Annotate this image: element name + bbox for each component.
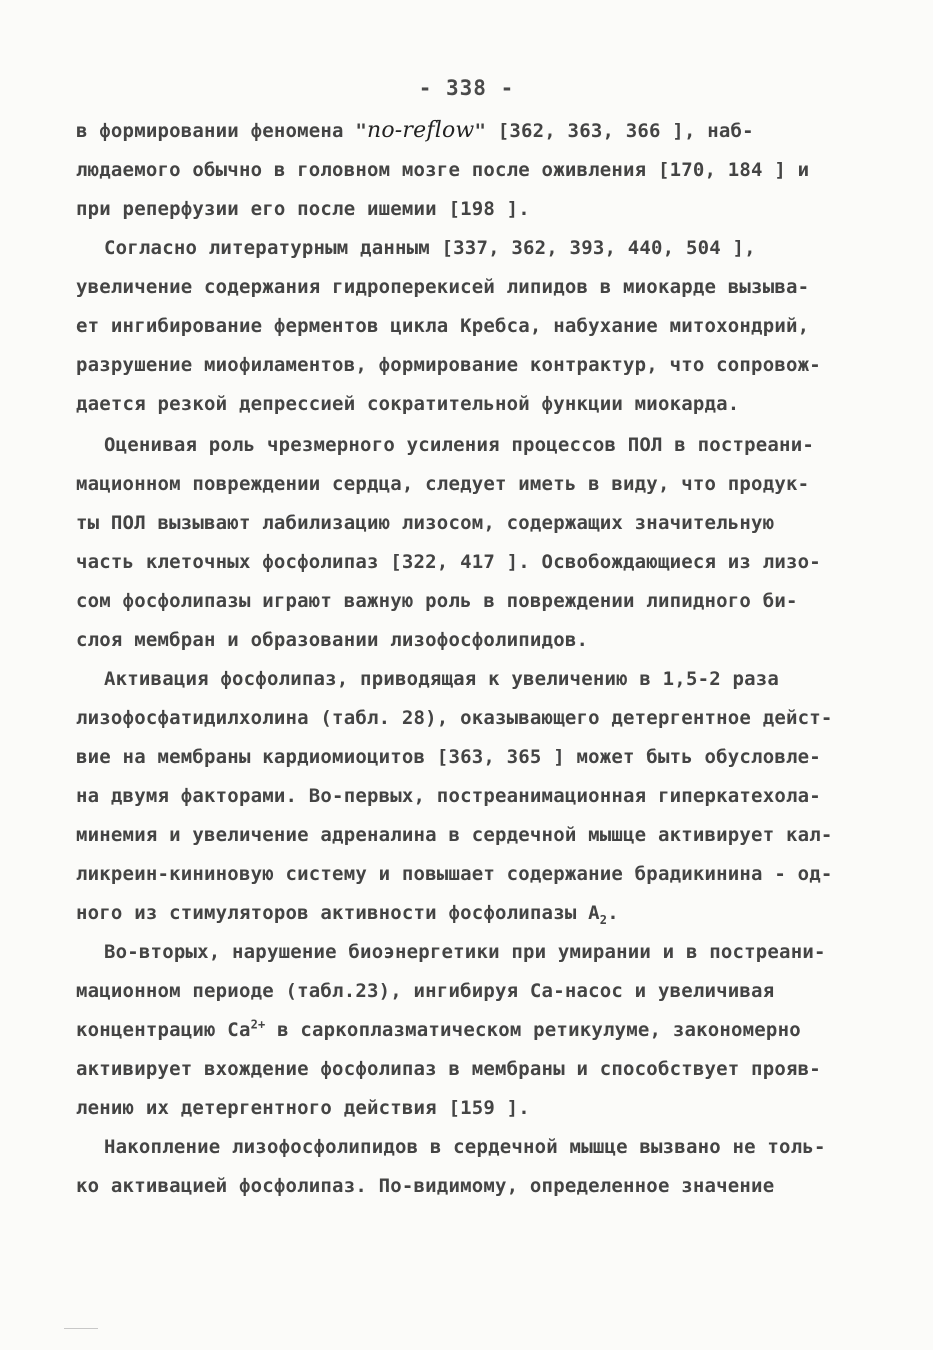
text-line: увеличение содержания гидроперекисей липидов в миокарде вызыва- <box>76 276 810 298</box>
paragraph-start: Активация фосфолипаз, приводящая к увеличению в 1,5-2 раза <box>104 668 780 690</box>
text-line: вие на мембраны кардиомиоцитов [363, 365 ] может быть обусловле- <box>76 746 821 768</box>
text-line: ного из стимуляторов активности фосфолипазы $А_2$. <box>76 902 619 927</box>
text-line: дается резкой депрессией сократительной функции миокарда. <box>76 393 740 415</box>
text-line: минемия и увеличение адреналина в сердечной мышце активирует кал- <box>76 824 833 846</box>
text-line: концентрацию $Са^{2+}$ в саркоплазматическом ретикулуме, закономерно <box>76 1017 801 1041</box>
paragraph-start: Согласно литературным данным [337, 362, 393, 440, 504 ], <box>104 237 756 259</box>
paragraph-start: Оценивая роль чрезмерного усиления процессов ПОЛ в постреани- <box>104 434 814 456</box>
text-line: ко активацией фосфолипаз. По-видимому, определенное значение <box>76 1175 775 1197</box>
margin-mark <box>64 1328 98 1329</box>
text-line: часть клеточных фосфолипаз [322, 417 ]. Освобождающиеся из лизо- <box>76 551 821 573</box>
paragraph-start: Во-вторых, нарушение биоэнергетики при умирании и в постреани- <box>104 941 826 963</box>
text-line: сом фосфолипазы играют важную роль в повреждении липидного би- <box>76 590 798 612</box>
text-line: при реперфузии его после ишемии [198 ]. <box>76 198 530 220</box>
page-number: - 338 - <box>418 76 515 100</box>
text-line: мационном периоде (табл.23), ингибируя Са-насос и увеличивая <box>76 980 775 1002</box>
text-line: активирует вхождение фосфолипаз в мембраны и способствует прояв- <box>76 1058 821 1080</box>
paragraph-start: Накопление лизофосфолипидов в сердечной мышце вызвано не толь- <box>104 1136 826 1158</box>
text-line: ет ингибирование ферментов цикла Кребса, набухание митохондрий, <box>76 315 810 337</box>
text-line: разрушение миофиламентов, формирование контрактур, что сопровож- <box>76 354 821 376</box>
text-line: ликреин-кининовую систему и повышает содержание брадикинина - од- <box>76 863 833 885</box>
text-line: лению их детергентного действия [159 ]. <box>76 1097 530 1119</box>
text-line: мационном повреждении сердца, следует иметь в виду, что продук- <box>76 473 810 495</box>
handwritten-term: no-reflow <box>366 118 475 143</box>
text-line: людаемого обычно в головном мозге после оживления [170, 184 ] и <box>76 159 810 181</box>
text-line: в формировании феномена "no-reflow" [362, 363, 366 ], наб- <box>76 118 754 143</box>
text-line: ты ПОЛ вызывают лабилизацию лизосом, содержащих значительную <box>76 512 775 534</box>
text-line: лизофосфатидилхолина (табл. 28), оказывающего детергентное дейст- <box>76 707 833 729</box>
text-line: на двумя факторами. Во-первых, постреанимационная гиперкатехола- <box>76 785 821 807</box>
text-line: слоя мембран и образовании лизофосфолипидов. <box>76 629 589 651</box>
